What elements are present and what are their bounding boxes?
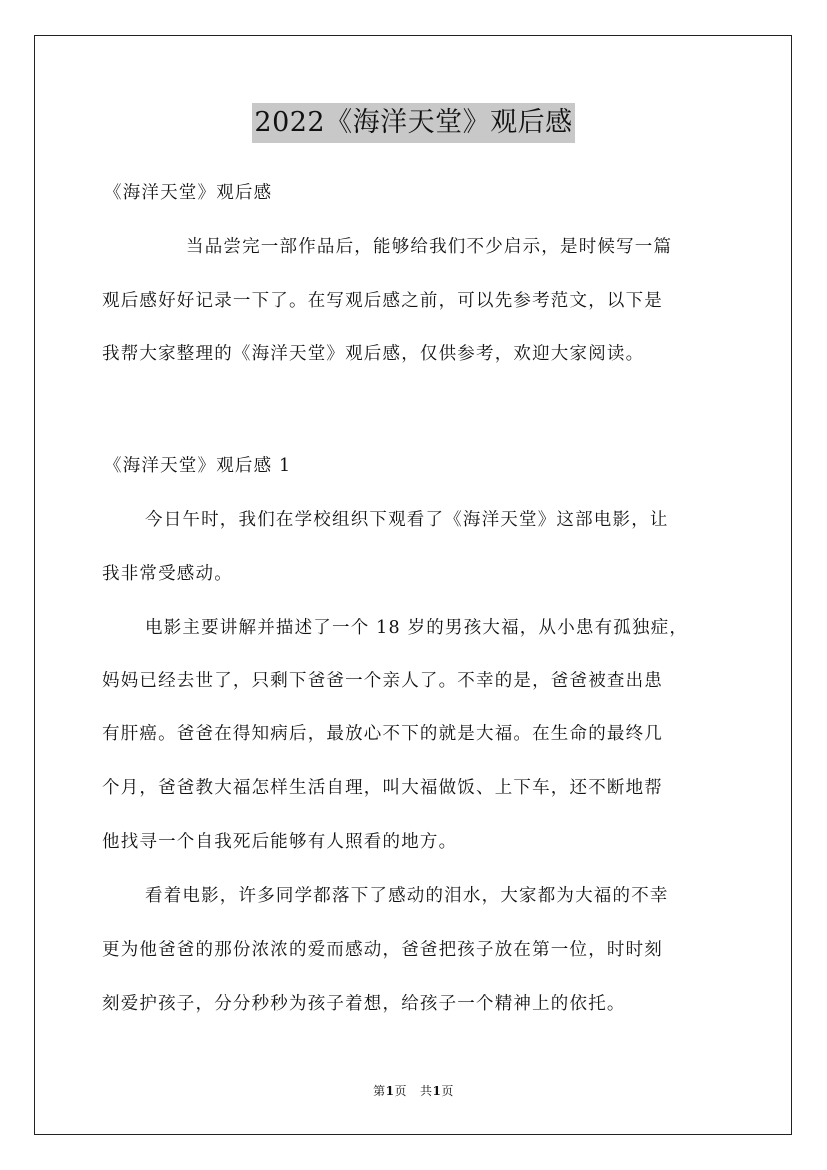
page-footer: [0, 1083, 827, 1099]
paragraph2-line-2: 妈妈已经去世了，只剩下爸爸一个亲人了。不幸的是，爸爸被查出患: [102, 671, 663, 691]
page-number: 1: [385, 1084, 395, 1098]
total-pages: 1: [432, 1084, 442, 1098]
total-unit: 页: [441, 1084, 454, 1098]
document-subtitle: 《海洋天堂》观后感: [104, 183, 273, 203]
paragraph2-line-4: 个月，爸爸教大福怎样生活自理，叫大福做饭、上下车，还不断地帮: [102, 778, 663, 798]
paragraph2-line-1: 电影主要讲解并描述了一个 18 岁的男孩大福，从小患有孤独症，: [145, 618, 689, 638]
intro-line-1: 当品尝完一部作品后，能够给我们不少启示，是时候写一篇: [186, 237, 673, 257]
total-prefix: 共: [419, 1084, 433, 1098]
page-unit: 页: [394, 1084, 408, 1098]
document-title: [0, 103, 827, 143]
section-heading: 《海洋天堂》观后感 1: [104, 456, 292, 476]
paragraph3-line-2: 更为他爸爸的那份浓浓的爱而感动，爸爸把孩子放在第一位，时时刻: [102, 940, 663, 960]
intro-line-3: 我帮大家整理的《海洋天堂》观后感，仅供参考，欢迎大家阅读。: [102, 344, 645, 364]
paragraph1-line-1: 今日午时，我们在学校组织下观看了《海洋天堂》这部电影，让: [145, 510, 669, 530]
page-prefix: 第: [373, 1084, 386, 1098]
document-title-text: 2022《海洋天堂》观后感: [252, 103, 574, 143]
paragraph1-line-2: 我非常受感动。: [102, 564, 233, 584]
paragraph3-line-3: 刻爱护孩子，分分秒秒为孩子着想，给孩子一个精神上的依托。: [102, 994, 626, 1014]
paragraph2-line-5: 他找寻一个自我死后能够有人照看的地方。: [102, 832, 458, 852]
paragraph3-line-1: 看着电影，许多同学都落下了感动的泪水，大家都为大福的不幸: [145, 886, 669, 906]
intro-line-2: 观后感好好记录一下了。在写观后感之前，可以先参考范文，以下是: [102, 291, 663, 311]
paragraph2-line-3: 有肝癌。爸爸在得知病后，最放心不下的就是大福。在生命的最终几: [102, 724, 663, 744]
